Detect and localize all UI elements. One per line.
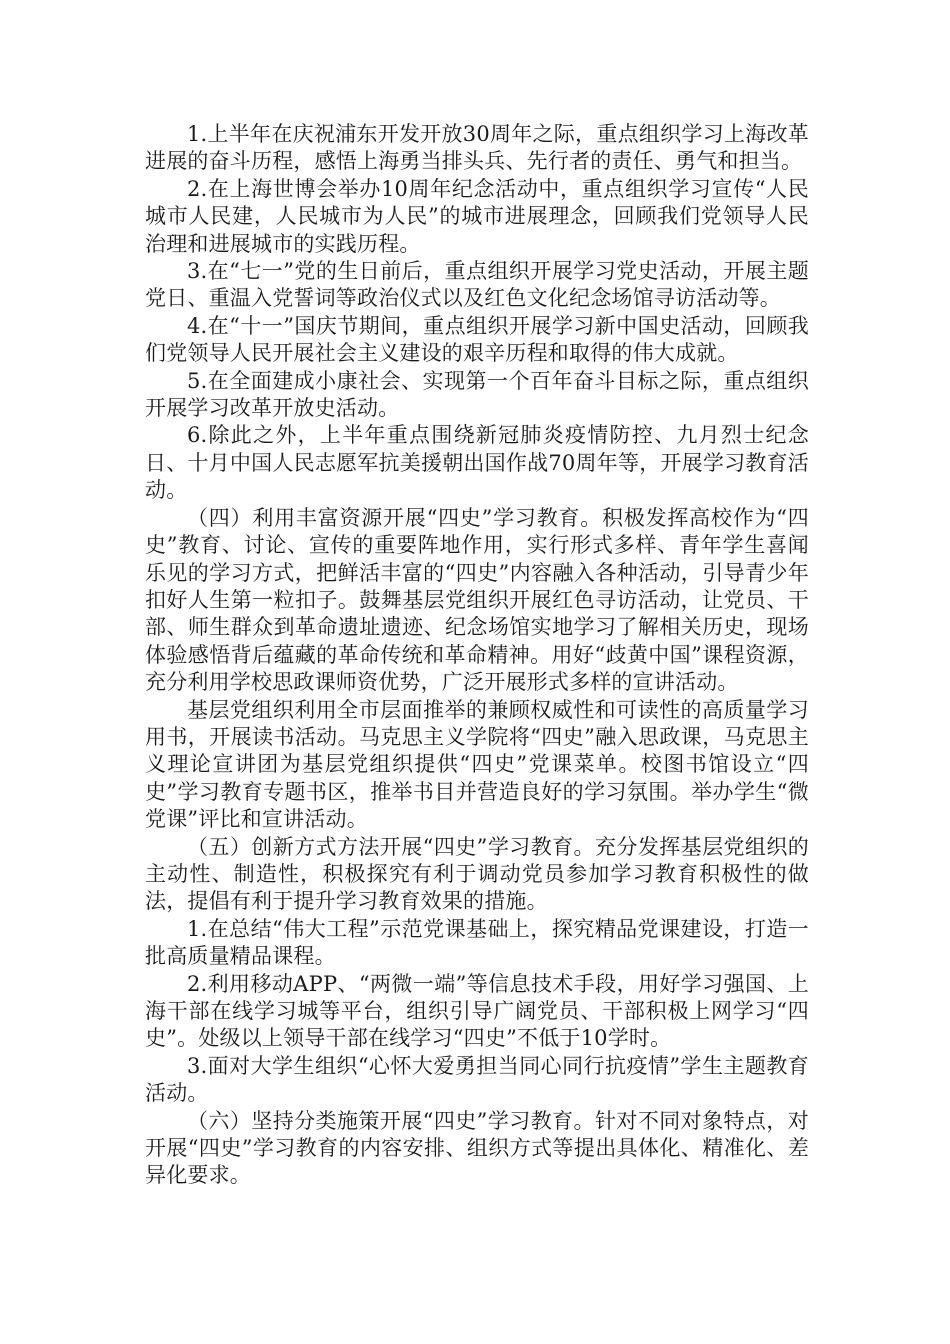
section-5-paragraph: （五）创新方式方法开展“四史”学习教育。充分发挥基层党组织的主动性、制造性，积极探究有利于调动党员参加学习教育积极性的做法，提倡有利于提升学习教育效果的措施。 [145,834,809,914]
document-body [145,121,809,1190]
section-5-item-1: 1.在总结“伟大工程”示范党课基础上，探究精品党课建设，打造一批高质量精品课程。 [145,916,809,969]
paragraph-6: 6.除此之外，上半年重点围绕新冠肺炎疫情防控、九月烈士纪念日、十月中国人民志愿军抗美援朝出国作战70周年等，开展学习教育活动。 [145,423,809,503]
section-5-item-3: 3.面对大学生组织“心怀大爱勇担当同心同行抗疫情”学生主题教育活动。 [145,1053,809,1106]
section-4-paragraph: （四）利用丰富资源开展“四史”学习教育。积极发挥高校作为“四史”教育、讨论、宣传的重要阵地作用，实行形式多样、青年学生喜闻乐见的学习方式，把鲜活丰富的“四史”内容融入各种活动，引导青少年扣好人生第一粒扣子。鼓舞基层党组织开展红色寻访活动，让党员、干部、师生群众到革命遗址遗迹、纪念场馆实地学习了解相关历史，现场体验感悟背后蕴藏的革命传统和革命精神。用好“歧黄中国”课程资源，充分利用学校思政课师资优势，广泛开展形式多样的宣讲活动。 [145,505,809,695]
section-5-item-2: 2.利用移动APP、“两微一端”等信息技术手段，用好学习强国、上海干部在线学习城等平台，组织引导广阔党员、干部积极上网学习“四史”。处级以上领导干部在线学习“四史”不低于10学时。 [145,971,809,1051]
paragraph-5: 5.在全面建成小康社会、实现第一个百年奋斗目标之际，重点组织开展学习改革开放史活动。 [145,368,809,421]
section-6-paragraph: （六）坚持分类施策开展“四史”学习教育。针对不同对象特点，对开展“四史”学习教育的内容安排、组织方式等提出具体化、精准化、差异化要求。 [145,1108,809,1188]
paragraph-3: 3.在“七一”党的生日前后，重点组织开展学习党史活动，开展主题党日、重温入党誓词等政治仪式以及红色文化纪念场馆寻访活动等。 [145,259,809,311]
paragraph-4: 4.在“十一”国庆节期间，重点组织开展学习新中国史活动，回顾我们党领导人民开展社会主义建设的艰辛历程和取得的伟大成就。 [145,313,809,366]
paragraph-2: 2.在上海世博会举办10周年纪念活动中，重点组织学习宣传“人民城市人民建，人民城市为人民”的城市进展理念，回顾我们党领导人民治理和进展城市的实践历程。 [145,176,809,256]
reading-activity-paragraph: 基层党组织利用全市层面推举的兼顾权威性和可读性的高质量学习用书，开展读书活动。马克思主义学院将“四史”融入思政课，马克思主义理论宣讲团为基层党组织提供“四史”党课菜单。校图书馆设立“四史”学习教育专题书区，推举书目并营造良好的学习氛围。举办学生“微党课”评比和宣讲活动。 [145,697,809,832]
paragraph-1: 1.上半年在庆祝浦东开发开放30周年之际，重点组织学习上海改革进展的奋斗历程，感悟上海勇当排头兵、先行者的责任、勇气和担当。 [145,122,809,174]
